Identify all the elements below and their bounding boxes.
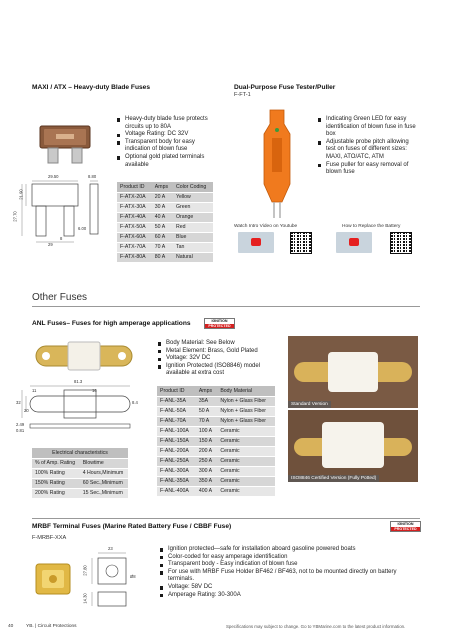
table-cell: Blue [173,232,213,242]
table-cell: F-ANL-250A [157,456,196,466]
page-number: 40 [8,624,14,629]
table-cell: F-ATX-60A [117,232,152,242]
maxi-dim-blade: 6.00 [78,226,87,231]
table-cell: % of Amp. Rating [32,458,80,468]
anl-feature: Ignition Protected (ISO8846) model available at extra cost [158,363,278,378]
maxi-dimension-drawing [12,174,112,248]
anl-feature: Voltage: 32V DC [158,355,278,363]
video-card-battery[interactable] [330,224,420,262]
mrbf-dimension-drawing [82,544,146,610]
photo-caption: Standard Version [288,401,331,408]
table-cell: 60 A [152,232,173,242]
anl-feature: Metal Element: Brass, Gold Plated [158,348,278,356]
table-row [157,396,275,406]
maxi-dim-thickness: 8.80 [88,174,97,179]
mrbf-dim-thickness: 14.30 [82,593,88,604]
anl-dim-slot: 8.4 [132,400,138,405]
table-row [117,212,213,222]
video-caption: How to Replace the Battery [342,224,401,229]
table-cell: Nylon + Glass Fiber [217,416,275,426]
mrbf-feature: Ignition protected—safe for installation aboard gasoline powered boats [160,546,422,554]
table-cell: 15 Sec.,Minimum [80,488,128,498]
anl-standard-photo [288,336,418,408]
tester-title: Dual-Purpose Fuse Tester/Puller [234,84,336,91]
table-cell: 400 A [196,486,217,496]
table-cell: Red [173,222,213,232]
table-cell: Ceramic [217,456,275,466]
anl-dim-plate: 0.81 [16,428,25,433]
badge-text: IGNITION [211,319,228,323]
mrbf-product-id: F-MRBF-XXA [32,535,67,541]
mrbf-feature: For use with MRBF Fuse Holder BF462 / BF463, not to be mounted directly on battery terminals. [160,569,422,584]
ignition-protected-badge [204,318,235,329]
table-cell: F-ATX-30A [117,202,152,212]
table-header-row [117,182,213,192]
column-header: Body Material [217,386,275,396]
table-cell: 4 Hours,Minimum [80,468,128,478]
table-row [157,436,275,446]
youtube-thumbnail-icon[interactable] [238,232,274,253]
table-cell: F-ANL-200A [157,446,196,456]
table-cell: F-ANL-150A [157,436,196,446]
table-cell: 100 A [196,426,217,436]
table-row [117,252,213,262]
anl-feature: Body Material: See Below [158,340,278,348]
table-cell: F-ANL-70A [157,416,196,426]
table-cell: 100% Rating [32,468,80,478]
section-heading: Other Fuses [32,292,88,303]
tester-product-id: F-FT-1 [234,92,251,98]
column-header: Amps [152,182,173,192]
table-cell: 150% Rating [32,478,80,488]
table-cell: F-ATX-80A [117,252,152,262]
table-cell: Ceramic [217,476,275,486]
table-cell: 80 A [152,252,173,262]
table-cell: F-ANL-35A [157,396,196,406]
table-row [157,486,275,496]
photo-caption: ISO8846 Certified Version (Fully Potted) [288,475,379,482]
anl-product-table [157,386,275,497]
badge-text: PROTECTED [205,324,234,329]
table-row [157,446,275,456]
table-cell: 60 Sec.,Minimum [80,478,128,488]
table-cell: Nylon + Glass Fiber [217,396,275,406]
table-cell: Ceramic [217,486,275,496]
table-cell: 300 A [196,466,217,476]
mrbf-dim-hole: Ø8 [130,574,136,579]
anl-dim-hole: 16 [92,388,97,393]
table-cell: 30 A [152,202,173,212]
tester-image [252,108,302,220]
table-cell: 50 A [196,406,217,416]
tester-feature: Indicating Green LED for easy identification of blown fuse in fuse box [318,116,420,139]
table-cell: Ceramic [217,426,275,436]
table-row [117,242,213,252]
table-cell: 70 A [196,416,217,426]
table-row [117,232,213,242]
table-cell: Nylon + Glass Fiber [217,406,275,416]
mrbf-feature: Transparent body - Easy indication of blown fuse [160,561,422,569]
column-header: Amps [196,386,217,396]
badge-text: PROTECTED [391,527,420,532]
maxi-dim-total-height: 27.70 [12,211,18,222]
mrbf-feature-list [160,546,422,599]
table-cell: Green [173,202,213,212]
table-cell: 200 A [196,446,217,456]
mrbf-dim-width: 23 [108,546,113,551]
table-cell: 50 A [152,222,173,232]
column-header: Product ID [157,386,196,396]
anl-dim-strap-width: 20 [24,408,29,413]
maxi-product-table [117,182,213,263]
maxi-feature-list [117,116,217,169]
anl-dim-body-width: 32 [16,400,21,405]
tester-feature-list [318,116,420,177]
table-header-row [157,386,275,396]
table-cell: F-ANL-100A [157,426,196,436]
table-row [117,222,213,232]
tester-feature: Adjustable probe pitch allowing test on fuses of different sizes: MAXI, ATO/ATC, ATM [318,139,420,162]
maxi-feature: Optional gold plated terminals available [117,154,217,169]
table-header-row [32,448,128,458]
table-cell: Ceramic [217,436,275,446]
table-cell: 35A [196,396,217,406]
column-header: Electrical characteristics [32,448,128,458]
qr-code-icon [290,232,312,254]
table-cell: F-ATX-40A [117,212,152,222]
table-cell: F-ANL-350A [157,476,196,486]
table-row [157,406,275,416]
mrbf-fuse-image [34,560,72,596]
table-row [32,458,128,468]
footer-note: Specifications may subject to change. Go to YBMarine.com to the latest product information. [226,624,406,629]
anl-dim-tab: 11 [32,388,37,393]
anl-dim-length: 81.3 [74,379,83,384]
electrical-characteristics-table [32,448,128,499]
table-row [157,476,275,486]
maxi-dim-span: 29 [48,242,53,247]
table-row [157,426,275,436]
maxi-title: MAXI / ATX – Heavy-duty Blade Fuses [32,84,150,91]
maxi-dim-body-height: 21.90 [18,189,24,200]
table-row [157,456,275,466]
table-cell: F-ATX-70A [117,242,152,252]
video-caption: Watch Intro Video on Youtube [234,224,298,229]
footer-section: YB. | Circuit Protections [26,624,77,629]
ignition-protected-badge [390,521,421,532]
table-cell: F-ANL-300A [157,466,196,476]
tester-feature: Fuse puller for easy removal of blown fuse [318,162,420,177]
column-header: Product ID [117,182,152,192]
anl-dimension-drawing [18,380,140,432]
table-row [32,468,128,478]
table-cell: Orange [173,212,213,222]
table-cell: Blowtime [80,458,128,468]
table-cell: Ceramic [217,446,275,456]
maxi-feature: Heavy-duty blade fuse protects circuits up to 80A [117,116,217,131]
table-cell: 40 A [152,212,173,222]
maxi-feature: Transparent body for easy indication of blown fuse [117,139,217,154]
table-cell: 150 A [196,436,217,446]
mrbf-title: MRBF Terminal Fuses (Marine Rated Battery Fuse / CBBF Fuse) [32,523,232,530]
anl-feature-list [158,340,278,378]
video-card-intro[interactable] [234,224,320,262]
table-cell: 20 A [152,192,173,202]
table-row [32,488,128,498]
mrbf-feature: Amperage Rating: 30-300A [160,592,422,600]
table-cell: F-ANL-400A [157,486,196,496]
table-row [117,192,213,202]
table-cell: Yellow [173,192,213,202]
mrbf-dim-height: 27.80 [82,565,88,576]
table-cell: F-ATX-20A [117,192,152,202]
badge-text: IGNITION [397,522,414,526]
table-cell: Ceramic [217,466,275,476]
maxi-dim-gap: 8 [60,236,63,241]
qr-code-icon [390,232,412,254]
table-cell: F-ATX-50A [117,222,152,232]
table-cell: F-ANL-50A [157,406,196,416]
anl-dim-thickness: 2.49 [16,422,25,427]
maxi-dim-width: 29.50 [48,174,59,179]
section-divider [32,518,420,519]
youtube-thumbnail-icon[interactable] [336,232,372,253]
table-row [157,416,275,426]
table-row [157,466,275,476]
maxi-fuse-image [36,120,94,165]
table-cell: 200% Rating [32,488,80,498]
anl-certified-photo [288,410,418,482]
table-cell: Natural [173,252,213,262]
table-cell: 250 A [196,456,217,466]
section-divider [32,306,420,307]
maxi-feature: Voltage Rating: DC 32V [117,131,217,139]
mrbf-feature: Color-coded for easy amperage identification [160,554,422,562]
column-header: Color Coding [173,182,213,192]
anl-fuse-image [34,336,134,376]
mrbf-feature: Voltage: 58V DC [160,584,422,592]
table-cell: Tan [173,242,213,252]
anl-title: ANL Fuses– Fuses for high amperage applications [32,320,191,327]
table-row [32,478,128,488]
table-cell: 70 A [152,242,173,252]
table-row [117,202,213,212]
table-cell: 350 A [196,476,217,486]
